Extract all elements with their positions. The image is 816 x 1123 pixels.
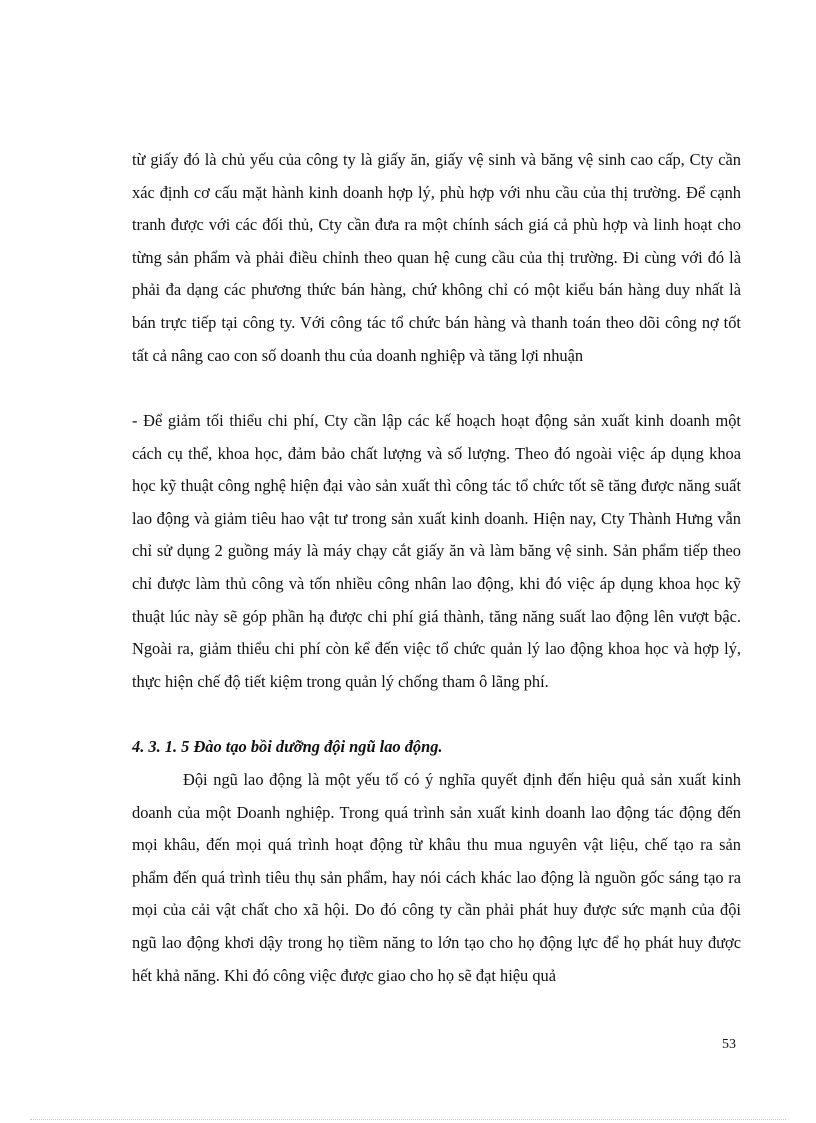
body-paragraph: Đội ngũ lao động là một yếu tố có ý nghĩa quyết định đến hiệu quả sản xuất kinh doanh của một Doanh nghiệp. Trong quá trình sản xuất kinh doanh lao động tác động đến mọi khâu, đến mọi quá trình hoạt động từ khâu thu mua nguyên vật liệu, chế tạo ra sản phẩm đến quá trình tiêu thụ sản phẩm, hay nói cách khác lao động là nguồn gốc sáng tạo ra mọi của cải vật chất cho xã hội. Do đó công ty cần phải phát huy được sức mạnh của đội ngũ lao động khơi dậy trong họ tiềm năng to lớn tạo cho họ động lực để họ phát huy được hết khả năng. Khi đó công việc được giao cho họ sẽ đạt hiệu quả (132, 770, 741, 985)
section-heading: 4. 3. 1. 5 Đào tạo bồi dưỡng đội ngũ lao động. (132, 737, 443, 756)
page-number: 53 (722, 1037, 736, 1052)
page-bottom-divider (30, 1119, 786, 1120)
body-paragraph: từ giấy đó là chủ yếu của công ty là giấy ăn, giấy vệ sinh và băng vệ sinh cao cấp, Cty cần xác định cơ cấu mặt hành kinh doanh hợp lý, phù hợp với nhu cầu của thị trường. Để cạnh tranh được với các đối thủ, Cty cần đưa ra một chính sách giá cả phù hợp và linh hoạt cho từng sản phẩm và phải điều chỉnh theo quan hệ cung cầu của thị trường. Đi cùng với đó là phải đa dạng các phương thức bán hàng, chứ không chỉ có một kiểu bán hàng duy nhất là bán trực tiếp tại công ty. Với công tác tổ chức bán hàng và thanh toán theo dõi công nợ tốt tất cả nâng cao con số doanh thu của doanh nghiệp và tăng lợi nhuận (132, 150, 741, 365)
body-paragraph: - Để giảm tối thiểu chi phí, Cty cần lập các kế hoạch hoạt động sản xuất kinh doanh một cách cụ thể, khoa học, đảm bảo chất lượng và số lượng. Theo đó ngoài việc áp dụng khoa học kỹ thuật công nghệ hiện đại vào sản xuất thì công tác tổ chức tốt sẽ tăng được năng suất lao động và giảm tiêu hao vật tư trong sản xuất kinh doanh. Hiện nay, Cty Thành Hưng vẫn chỉ sử dụng 2 guồng máy là máy chạy cắt giấy ăn và làm băng vệ sinh. Sản phẩm tiếp theo chỉ được làm thủ công và tốn nhiều công nhân lao động, khi đó việc áp dụng khoa học kỹ thuật lúc này sẽ góp phần hạ được chi phí giá thành, tăng năng suất lao động lên vượt bậc. Ngoài ra, giảm thiểu chi phí còn kể đến việc tổ chức quản lý lao động khoa học và hợp lý, thực hiện chế độ tiết kiệm trong quản lý chống tham ô lãng phí. (132, 411, 741, 691)
